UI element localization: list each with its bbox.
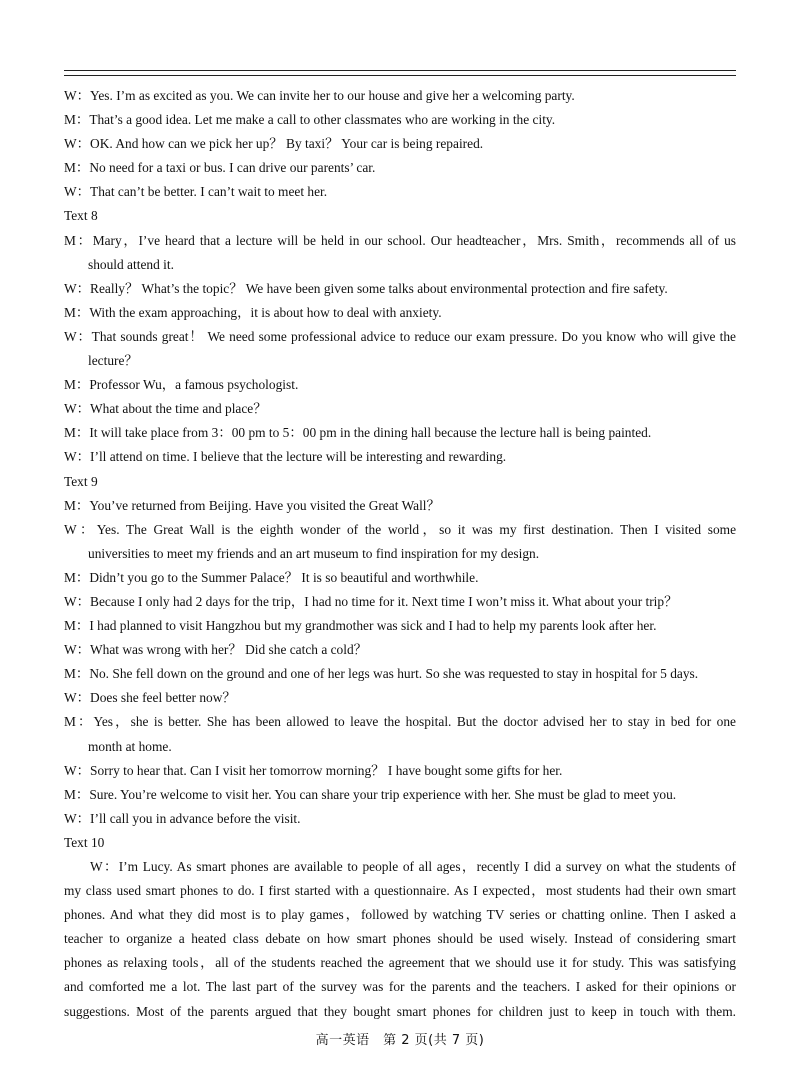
speaker-label: W： xyxy=(64,88,91,103)
dialogue-line xyxy=(64,156,736,180)
utterance-text: Really？ What’s the topic？ We have been given some talks about environmental protection and fire safety. xyxy=(90,280,668,296)
speaker-label: W： xyxy=(64,690,91,706)
dialogue-line xyxy=(64,229,736,277)
dialogue-line xyxy=(64,445,736,469)
utterance-text: Yes，she is better. She has been allowed to leave the hospital. But the doctor advised her to stay in bed for one xyxy=(93,714,736,730)
speaker-label: W： xyxy=(64,328,92,344)
dialogue-line xyxy=(64,614,736,638)
dialogue-line xyxy=(64,421,736,445)
utterance-text: With the exam approaching，it is about how to deal with anxiety. xyxy=(89,304,442,320)
speaker-label: M： xyxy=(64,497,90,513)
utterance-text: Professor Wu，a famous psychologist. xyxy=(89,377,299,393)
utterance-text: I’ll call you in advance before the visit. xyxy=(90,810,301,826)
dialogue-line xyxy=(64,710,736,758)
dialogue-line xyxy=(64,759,736,783)
utterance-text: No need for a taxi or bus. I can drive our parents’ car. xyxy=(89,160,376,176)
dialogue-line xyxy=(64,108,736,132)
utterance-continuation: should attend it. xyxy=(88,256,174,272)
section-heading: Text 10 xyxy=(64,834,105,850)
dialogue-line xyxy=(64,783,736,807)
speaker-label: M： xyxy=(64,618,90,634)
paragraph-line: and comforted me a lot. The last part of the survey was for the parents and the teachers. I asked for their opinions or xyxy=(64,979,736,995)
text10-paragraph xyxy=(64,855,736,1024)
dialogue-line xyxy=(64,84,736,108)
exam-page-content xyxy=(64,84,736,1024)
dialogue-transcript xyxy=(64,84,736,855)
speaker-label: M： xyxy=(64,425,90,441)
speaker-label: M： xyxy=(64,160,90,176)
utterance-text: What about the time and place？ xyxy=(90,401,267,417)
speaker-label: M： xyxy=(64,232,93,248)
speaker-label: M： xyxy=(64,377,90,393)
utterance-text: No. She fell down on the ground and one of her legs was hurt. So she was requested to stay in hospital for 5 days. xyxy=(89,666,699,682)
speaker-label: W： xyxy=(64,521,97,537)
utterance-text: That’s a good idea. Let me make a call to other classmates who are working in the city. xyxy=(89,112,556,128)
header-rule xyxy=(64,70,736,76)
utterance-text: Sure. You’re welcome to visit her. You can share your trip experience with her. She must be glad to meet you. xyxy=(89,786,677,802)
speaker-label: W： xyxy=(64,280,91,296)
dialogue-line xyxy=(64,180,736,204)
utterance-text: Does she feel better now？ xyxy=(90,690,236,706)
page-footer: 高一英语 第 2 页(共 7 页) xyxy=(315,1033,485,1048)
utterance-text: You’ve returned from Beijing. Have you visited the Great Wall？ xyxy=(89,497,440,513)
paragraph-line: suggestions. Most of the parents argued that they bought smart phones for children just to keep in touch with them. xyxy=(64,1003,736,1019)
paragraph-line: my class used smart phones to do. I first started with a questionnaire. As I expected，most students had their own smart xyxy=(64,883,736,899)
dialogue-line xyxy=(64,807,736,831)
utterance-text: Yes. The Great Wall is the eighth wonder of the world，so it was my first destination. Then I visited some xyxy=(96,521,737,537)
speaker-label: W： xyxy=(64,136,91,152)
speaker-label: M： xyxy=(64,304,90,320)
dialogue-line xyxy=(64,132,736,156)
dialogue-line xyxy=(64,638,736,662)
dialogue-line xyxy=(64,662,736,686)
utterance-text: OK. And how can we pick her up？ By taxi？ Your car is being repaired. xyxy=(90,136,484,152)
dialogue-line xyxy=(64,373,736,397)
utterance-text: I’ll attend on time. I believe that the lecture will be interesting and rewarding. xyxy=(90,449,507,465)
section-heading: Text 8 xyxy=(64,208,98,224)
utterance-text: That can’t be better. I can’t wait to meet her. xyxy=(90,184,328,200)
speaker-label: W： xyxy=(64,449,91,465)
speaker-label: W： xyxy=(64,810,91,826)
utterance-text: I had planned to visit Hangzhou but my grandmother was sick and I had to help my parents look after her. xyxy=(89,618,657,634)
utterance-text: What was wrong with her？ Did she catch a cold？ xyxy=(90,642,368,658)
speaker-label: M： xyxy=(64,112,90,128)
utterance-text: It will take place from 3：00 pm to 5：00 pm in the dining hall because the lecture hall is being painted. xyxy=(89,425,652,441)
dialogue-line xyxy=(64,277,736,301)
paragraph-line: phones. And what they did most is to play games，followed by watching TV series or chatting online. Then I asked a xyxy=(64,907,736,923)
utterance-text: Didn’t you go to the Summer Palace？ It is so beautiful and worthwhile. xyxy=(89,569,479,585)
speaker-label: W： xyxy=(64,642,91,658)
paragraph-line: teacher to organize a heated class debate on how smart phones should be used wisely. Instead of considering smart xyxy=(64,931,736,947)
speaker-label: M： xyxy=(64,714,94,730)
speaker-label: W： xyxy=(64,593,91,609)
dialogue-line xyxy=(64,590,736,614)
speaker-label: W： xyxy=(64,401,91,417)
dialogue-line xyxy=(64,325,736,373)
speaker-label: M： xyxy=(64,569,90,585)
utterance-text: Sorry to hear that. Can I visit her tomorrow morning？ I have bought some gifts for her. xyxy=(90,762,563,778)
speaker-label: W： xyxy=(64,762,91,778)
dialogue-line xyxy=(64,494,736,518)
section-heading: Text 9 xyxy=(64,473,98,489)
utterance-text: Mary，I’ve heard that a lecture will be held in our school. Our headteacher，Mrs. Smith，recommends all of us xyxy=(92,232,736,248)
utterance-text: That sounds great！ We need some professional advice to reduce our exam pressure. Do you know who will give the xyxy=(91,328,736,344)
utterance-continuation: lecture？ xyxy=(88,353,138,369)
dialogue-line xyxy=(64,686,736,710)
paragraph-line: phones as relaxing tools，all of the students reached the agreement that we should use it for study. This was satisfying xyxy=(64,955,736,971)
utterance-continuation: universities to meet my friends and an art museum to find inspiration for my design. xyxy=(88,545,540,561)
utterance-text: Because I only had 2 days for the trip，I had no time for it. Next time I won’t miss it. What about your trip？ xyxy=(90,593,678,609)
utterance-text: Yes. I’m as excited as you. We can invite her to our house and give her a welcoming party. xyxy=(90,88,575,103)
dialogue-line xyxy=(64,301,736,325)
utterance-continuation: month at home. xyxy=(88,738,172,754)
dialogue-line xyxy=(64,566,736,590)
speaker-label: M： xyxy=(64,786,90,802)
speaker-label: W： xyxy=(64,184,91,200)
dialogue-line xyxy=(64,518,736,566)
dialogue-line xyxy=(64,397,736,421)
speaker-label: M： xyxy=(64,666,90,682)
paragraph-line: W：I’m Lucy. As smart phones are available to people of all ages，recently I did a survey on what the students of xyxy=(90,859,736,874)
